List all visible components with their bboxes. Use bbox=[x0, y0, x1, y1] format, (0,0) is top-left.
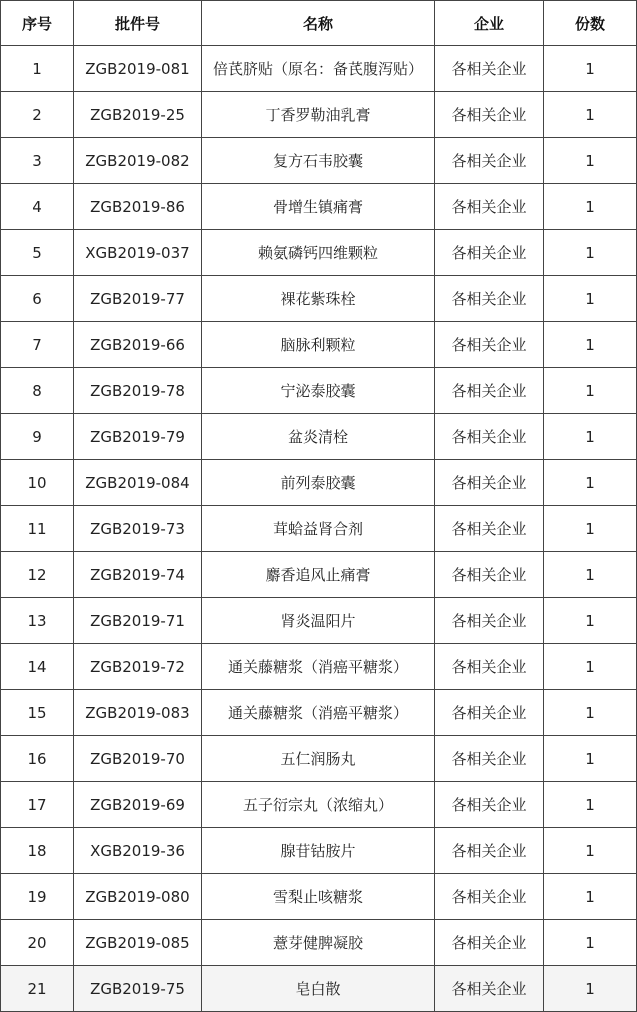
serial-no-cell: 8 bbox=[1, 368, 74, 414]
company-cell: 各相关企业 bbox=[435, 598, 544, 644]
copies-cell: 1 bbox=[544, 368, 637, 414]
copies-cell: 1 bbox=[544, 598, 637, 644]
serial-no-cell: 1 bbox=[1, 46, 74, 92]
name-cell: 通关藤糖浆（消癌平糖浆） bbox=[202, 690, 435, 736]
company-cell: 各相关企业 bbox=[435, 828, 544, 874]
table-row bbox=[1, 322, 637, 368]
table-row bbox=[1, 552, 637, 598]
copies-cell: 1 bbox=[544, 644, 637, 690]
company-cell: 各相关企业 bbox=[435, 506, 544, 552]
company-cell: 各相关企业 bbox=[435, 368, 544, 414]
name-cell: 腺苷钴胺片 bbox=[202, 828, 435, 874]
company-cell: 各相关企业 bbox=[435, 460, 544, 506]
name-cell: 复方石韦胶囊 bbox=[202, 138, 435, 184]
name-cell: 裸花紫珠栓 bbox=[202, 276, 435, 322]
serial-no-cell: 4 bbox=[1, 184, 74, 230]
table-row bbox=[1, 368, 637, 414]
approval-no-cell: ZGB2019-73 bbox=[74, 506, 202, 552]
company-cell: 各相关企业 bbox=[435, 644, 544, 690]
copies-cell: 1 bbox=[544, 828, 637, 874]
name-cell: 前列泰胶囊 bbox=[202, 460, 435, 506]
serial-no-cell: 14 bbox=[1, 644, 74, 690]
header-serial-no: 序号 bbox=[1, 1, 74, 46]
approval-no-cell: XGB2019-36 bbox=[74, 828, 202, 874]
copies-cell: 1 bbox=[544, 460, 637, 506]
name-cell: 茸蛤益肾合剂 bbox=[202, 506, 435, 552]
company-cell: 各相关企业 bbox=[435, 966, 544, 1012]
approval-no-cell: ZGB2019-70 bbox=[74, 736, 202, 782]
table-row bbox=[1, 184, 637, 230]
copies-cell: 1 bbox=[544, 184, 637, 230]
approval-no-cell: ZGB2019-080 bbox=[74, 874, 202, 920]
copies-cell: 1 bbox=[544, 276, 637, 322]
name-cell: 盆炎清栓 bbox=[202, 414, 435, 460]
table-row bbox=[1, 138, 637, 184]
approval-no-cell: ZGB2019-75 bbox=[74, 966, 202, 1012]
company-cell: 各相关企业 bbox=[435, 138, 544, 184]
serial-no-cell: 2 bbox=[1, 92, 74, 138]
approval-no-cell: ZGB2019-72 bbox=[74, 644, 202, 690]
company-cell: 各相关企业 bbox=[435, 184, 544, 230]
approval-no-cell: ZGB2019-86 bbox=[74, 184, 202, 230]
name-cell: 薏芽健脾凝胶 bbox=[202, 920, 435, 966]
serial-no-cell: 16 bbox=[1, 736, 74, 782]
approval-no-cell: ZGB2019-082 bbox=[74, 138, 202, 184]
company-cell: 各相关企业 bbox=[435, 92, 544, 138]
company-cell: 各相关企业 bbox=[435, 414, 544, 460]
table-row bbox=[1, 828, 637, 874]
approval-no-cell: ZGB2019-085 bbox=[74, 920, 202, 966]
approval-no-cell: XGB2019-037 bbox=[74, 230, 202, 276]
table-body bbox=[1, 46, 637, 1012]
table-header bbox=[1, 1, 637, 46]
table-row bbox=[1, 598, 637, 644]
copies-cell: 1 bbox=[544, 736, 637, 782]
table-row bbox=[1, 460, 637, 506]
company-cell: 各相关企业 bbox=[435, 552, 544, 598]
copies-cell: 1 bbox=[544, 552, 637, 598]
name-cell: 骨增生镇痛膏 bbox=[202, 184, 435, 230]
approval-no-cell: ZGB2019-77 bbox=[74, 276, 202, 322]
copies-cell: 1 bbox=[544, 138, 637, 184]
serial-no-cell: 10 bbox=[1, 460, 74, 506]
serial-no-cell: 6 bbox=[1, 276, 74, 322]
approval-no-cell: ZGB2019-78 bbox=[74, 368, 202, 414]
copies-cell: 1 bbox=[544, 46, 637, 92]
header-approval-no: 批件号 bbox=[74, 1, 202, 46]
serial-no-cell: 13 bbox=[1, 598, 74, 644]
company-cell: 各相关企业 bbox=[435, 276, 544, 322]
table-row bbox=[1, 644, 637, 690]
name-cell: 赖氨磷钙四维颗粒 bbox=[202, 230, 435, 276]
serial-no-cell: 15 bbox=[1, 690, 74, 736]
name-cell: 脑脉利颗粒 bbox=[202, 322, 435, 368]
approval-no-cell: ZGB2019-25 bbox=[74, 92, 202, 138]
table-row bbox=[1, 966, 637, 1012]
company-cell: 各相关企业 bbox=[435, 920, 544, 966]
company-cell: 各相关企业 bbox=[435, 782, 544, 828]
table-row bbox=[1, 506, 637, 552]
copies-cell: 1 bbox=[544, 874, 637, 920]
name-cell: 倍芪脐贴（原名：备芪腹泻贴） bbox=[202, 46, 435, 92]
table-row bbox=[1, 782, 637, 828]
table-row bbox=[1, 414, 637, 460]
table-row bbox=[1, 690, 637, 736]
serial-no-cell: 20 bbox=[1, 920, 74, 966]
company-cell: 各相关企业 bbox=[435, 736, 544, 782]
serial-no-cell: 3 bbox=[1, 138, 74, 184]
table-row bbox=[1, 874, 637, 920]
company-cell: 各相关企业 bbox=[435, 874, 544, 920]
company-cell: 各相关企业 bbox=[435, 690, 544, 736]
approval-no-cell: ZGB2019-083 bbox=[74, 690, 202, 736]
table-row bbox=[1, 276, 637, 322]
copies-cell: 1 bbox=[544, 92, 637, 138]
name-cell: 五子衍宗丸（浓缩丸） bbox=[202, 782, 435, 828]
name-cell: 皂白散 bbox=[202, 966, 435, 1012]
serial-no-cell: 9 bbox=[1, 414, 74, 460]
approval-no-cell: ZGB2019-79 bbox=[74, 414, 202, 460]
name-cell: 麝香追风止痛膏 bbox=[202, 552, 435, 598]
copies-cell: 1 bbox=[544, 690, 637, 736]
name-cell: 通关藤糖浆（消癌平糖浆） bbox=[202, 644, 435, 690]
header-row bbox=[1, 1, 637, 46]
copies-cell: 1 bbox=[544, 782, 637, 828]
serial-no-cell: 19 bbox=[1, 874, 74, 920]
table-row bbox=[1, 920, 637, 966]
serial-no-cell: 7 bbox=[1, 322, 74, 368]
header-name: 名称 bbox=[202, 1, 435, 46]
table-row bbox=[1, 736, 637, 782]
company-cell: 各相关企业 bbox=[435, 230, 544, 276]
table-row bbox=[1, 92, 637, 138]
approval-no-cell: ZGB2019-69 bbox=[74, 782, 202, 828]
serial-no-cell: 17 bbox=[1, 782, 74, 828]
approval-no-cell: ZGB2019-71 bbox=[74, 598, 202, 644]
copies-cell: 1 bbox=[544, 966, 637, 1012]
approval-no-cell: ZGB2019-66 bbox=[74, 322, 202, 368]
company-cell: 各相关企业 bbox=[435, 46, 544, 92]
serial-no-cell: 21 bbox=[1, 966, 74, 1012]
name-cell: 丁香罗勒油乳膏 bbox=[202, 92, 435, 138]
copies-cell: 1 bbox=[544, 920, 637, 966]
table-row bbox=[1, 46, 637, 92]
name-cell: 五仁润肠丸 bbox=[202, 736, 435, 782]
company-cell: 各相关企业 bbox=[435, 322, 544, 368]
table-row bbox=[1, 230, 637, 276]
name-cell: 雪梨止咳糖浆 bbox=[202, 874, 435, 920]
name-cell: 宁泌泰胶囊 bbox=[202, 368, 435, 414]
serial-no-cell: 12 bbox=[1, 552, 74, 598]
copies-cell: 1 bbox=[544, 230, 637, 276]
serial-no-cell: 11 bbox=[1, 506, 74, 552]
serial-no-cell: 5 bbox=[1, 230, 74, 276]
copies-cell: 1 bbox=[544, 414, 637, 460]
serial-no-cell: 18 bbox=[1, 828, 74, 874]
approval-no-cell: ZGB2019-084 bbox=[74, 460, 202, 506]
approval-no-cell: ZGB2019-74 bbox=[74, 552, 202, 598]
approval-no-cell: ZGB2019-081 bbox=[74, 46, 202, 92]
copies-cell: 1 bbox=[544, 322, 637, 368]
header-company: 企业 bbox=[435, 1, 544, 46]
copies-cell: 1 bbox=[544, 506, 637, 552]
header-copies: 份数 bbox=[544, 1, 637, 46]
name-cell: 肾炎温阳片 bbox=[202, 598, 435, 644]
